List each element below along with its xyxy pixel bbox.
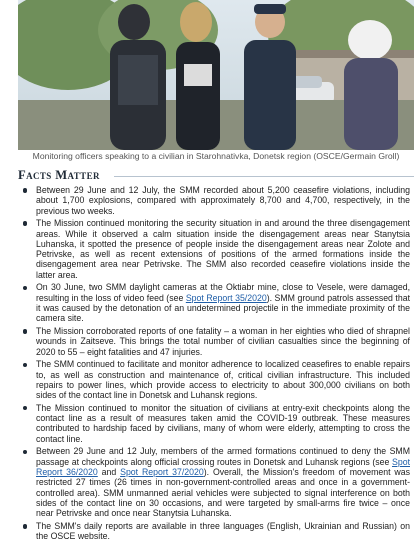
bullet-text: The Mission continued monitoring the security situation in and around the three disengagement areas. While it observed a calm situation inside the disengagement areas near Stanytsia Luhanska, it spotted the presence of people inside the disengagement areas near Zolote and Petrivske, as well as recent extensions of positions of the armed formations inside the disengagement area near Petrivske. The SMM also recorded ceasefire violations inside the latter area. xyxy=(36,218,410,280)
spot-report-36-link[interactable]: Spot Report 36/2020 xyxy=(36,456,410,478)
article-photo xyxy=(18,0,414,150)
list-item xyxy=(22,218,410,280)
section-title-text: Facts Matter xyxy=(18,168,100,182)
bullet-text: Between 29 June and 12 July, members of the armed formations continued to deny the SMM passage at checkpoints along official crossing routes in Donetsk and Luhansk regions (see xyxy=(36,446,410,467)
list-item xyxy=(22,403,410,444)
bullet-text: The Mission corroborated reports of one fatality – a woman in her eighties who died of shrapnel wounds in Zaitseve. This brings the total number of civilian casualties since the beginning of 2020 to 55 – eight fatalities and 47 injuries. xyxy=(36,326,410,357)
list-item xyxy=(22,326,410,357)
bullet-text: The SMM continued to facilitate and monitor adherence to localized ceasefires to enable repairs to, as well as construction and maintenance of, critical civilian infrastructure. This included repairs to power lines, which provide access to electricity to about 300,000 civilians on both sides of the contact line in Donetsk and Luhansk regions. xyxy=(36,359,410,401)
list-item xyxy=(22,282,410,323)
bullet-text: and xyxy=(97,467,121,478)
bullet-text: The Mission continued to monitor the situation of civilians at entry-exit checkpoints along the contact line as a result of measures taken amid the COVID-19 outbreak. These measures contributed to hardship faced by civilians, many of whom were elderly, attempting to cross the contact line. xyxy=(36,402,410,444)
list-item xyxy=(22,185,410,216)
bullet-text: ). SMM ground patrols assessed that it was caused by the detonation of an undetermined projectile in the immediate proximity of the camera site. xyxy=(36,292,411,324)
spot-report-35-link[interactable]: Spot Report 35/2020 xyxy=(185,292,267,303)
list-item xyxy=(22,521,410,542)
photo-illustration xyxy=(18,0,414,150)
bullet-text: On 30 June, two SMM daylight cameras at the Oktiabr mine, close to Vesele, were damaged, resulting in the loss of video feed (see xyxy=(36,282,410,303)
bullet-text: Between 29 June and 12 July, the SMM recorded about 5,200 ceasefire violations, including about 1,700 explosions, compared with approximately 8,700 and 4,700, respectively, in the previous two weeks. xyxy=(36,185,410,216)
bullet-text: ). Overall, the Mission's freedom of movement was restricted 27 times (26 times in non-government-controlled areas and once in a government-controlled area). SMM unmanned aerial vehicles were subjected to signal interference on both sides of the contact line on 30 occasions, and were targeted by small-arms fire twice – once near Petrivske and once near Stanytsia Luhanska. xyxy=(36,467,410,519)
list-item xyxy=(22,446,410,518)
facts-list xyxy=(22,185,410,544)
section-title xyxy=(18,168,414,183)
photo-caption: Monitoring officers speaking to a civilian in Starohnativka, Donetsk region (OSCE/Germain Groll) xyxy=(32,151,400,161)
bullet-text: The SMM's daily reports are available in three languages (English, Ukrainian and Russian) on the OSCE website. xyxy=(36,520,410,542)
section-title-rule xyxy=(114,176,414,177)
list-item xyxy=(22,359,410,400)
spot-report-37-link[interactable]: Spot Report 37/2020 xyxy=(120,467,204,478)
